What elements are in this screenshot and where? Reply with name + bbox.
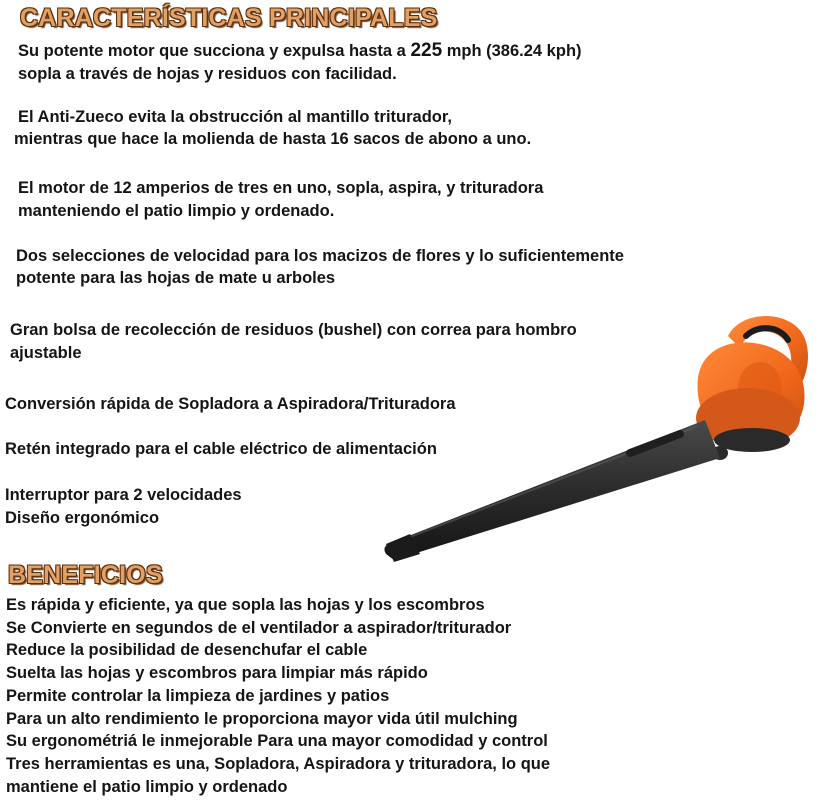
feature-5-line-1: Gran bolsa de recolección de residuos (bushel) con correa para hombro: [10, 321, 577, 339]
feature-9: Diseño ergonómico: [5, 509, 160, 527]
feature-6: Conversión rápida de Sopladora a Aspiradora/Trituradora: [5, 395, 456, 413]
feature-4-line-1: Dos selecciones de velocidad para los macizos de flores y lo suficientemente: [16, 247, 624, 265]
benefits-heading: BENEFICIOS: [8, 561, 163, 589]
feature-3-line-1: El motor de 12 amperios de tres en uno, sopla, aspira, y trituradora: [18, 179, 544, 197]
benefit-item: Para un alto rendimiento le proporciona mayor vida útil mulching: [6, 709, 518, 728]
benefit-item: Su ergonométriá le inmejorable Para una mayor comodidad y control: [6, 732, 548, 751]
benefits-list: [6, 594, 550, 798]
feature-2-line-2: mientras que hace la molienda de hasta 16 sacos de abono a uno.: [14, 130, 532, 148]
leaf-blower-image: [380, 308, 820, 563]
feature-8: Interruptor para 2 velocidades: [5, 486, 242, 504]
benefit-item: Suelta las hojas y escombros para limpiar más rápido: [6, 664, 428, 683]
benefit-item: Permite controlar la limpieza de jardines y patios: [6, 686, 390, 705]
features-heading: CARACTERÍSTICAS PRINCIPALES: [20, 4, 438, 32]
feature-2-line-1: El Anti-Zueco evita la obstrucción al mantillo triturador,: [18, 108, 452, 126]
feature-4-line-2: potente para las hojas de mate u arboles: [16, 269, 336, 287]
benefit-item: Tres herramientas es una, Sopladora, Aspiradora y trituradora, lo que: [6, 754, 551, 773]
benefit-item: Se Convierte en segundos de el ventilador a aspirador/triturador: [6, 618, 512, 637]
feature-5-line-2: ajustable: [10, 344, 82, 362]
blower-grip: [746, 328, 788, 340]
benefit-item: Es rápida y eficiente, ya que sopla las hojas y los escombros: [6, 596, 485, 614]
feature-1-line-1: [18, 40, 582, 62]
feature-3-line-2: manteniendo el patio limpio y ordenado.: [18, 202, 335, 220]
feature-7: Retén integrado para el cable eléctrico de alimentación: [5, 440, 437, 458]
benefit-item-continuation: mantiene el patio limpio y ordenado: [6, 777, 288, 796]
feature-1-text-b: mph (386.24 kph): [442, 42, 582, 60]
feature-1-speed-value: 225: [410, 40, 443, 61]
feature-1-line-2: sopla a través de hojas y residuos con facilidad.: [18, 65, 397, 83]
benefit-item: Reduce la posibilidad de desenchufar el cable: [6, 641, 368, 660]
feature-1-text-a: Su potente motor que succiona y expulsa hasta a: [18, 42, 411, 60]
